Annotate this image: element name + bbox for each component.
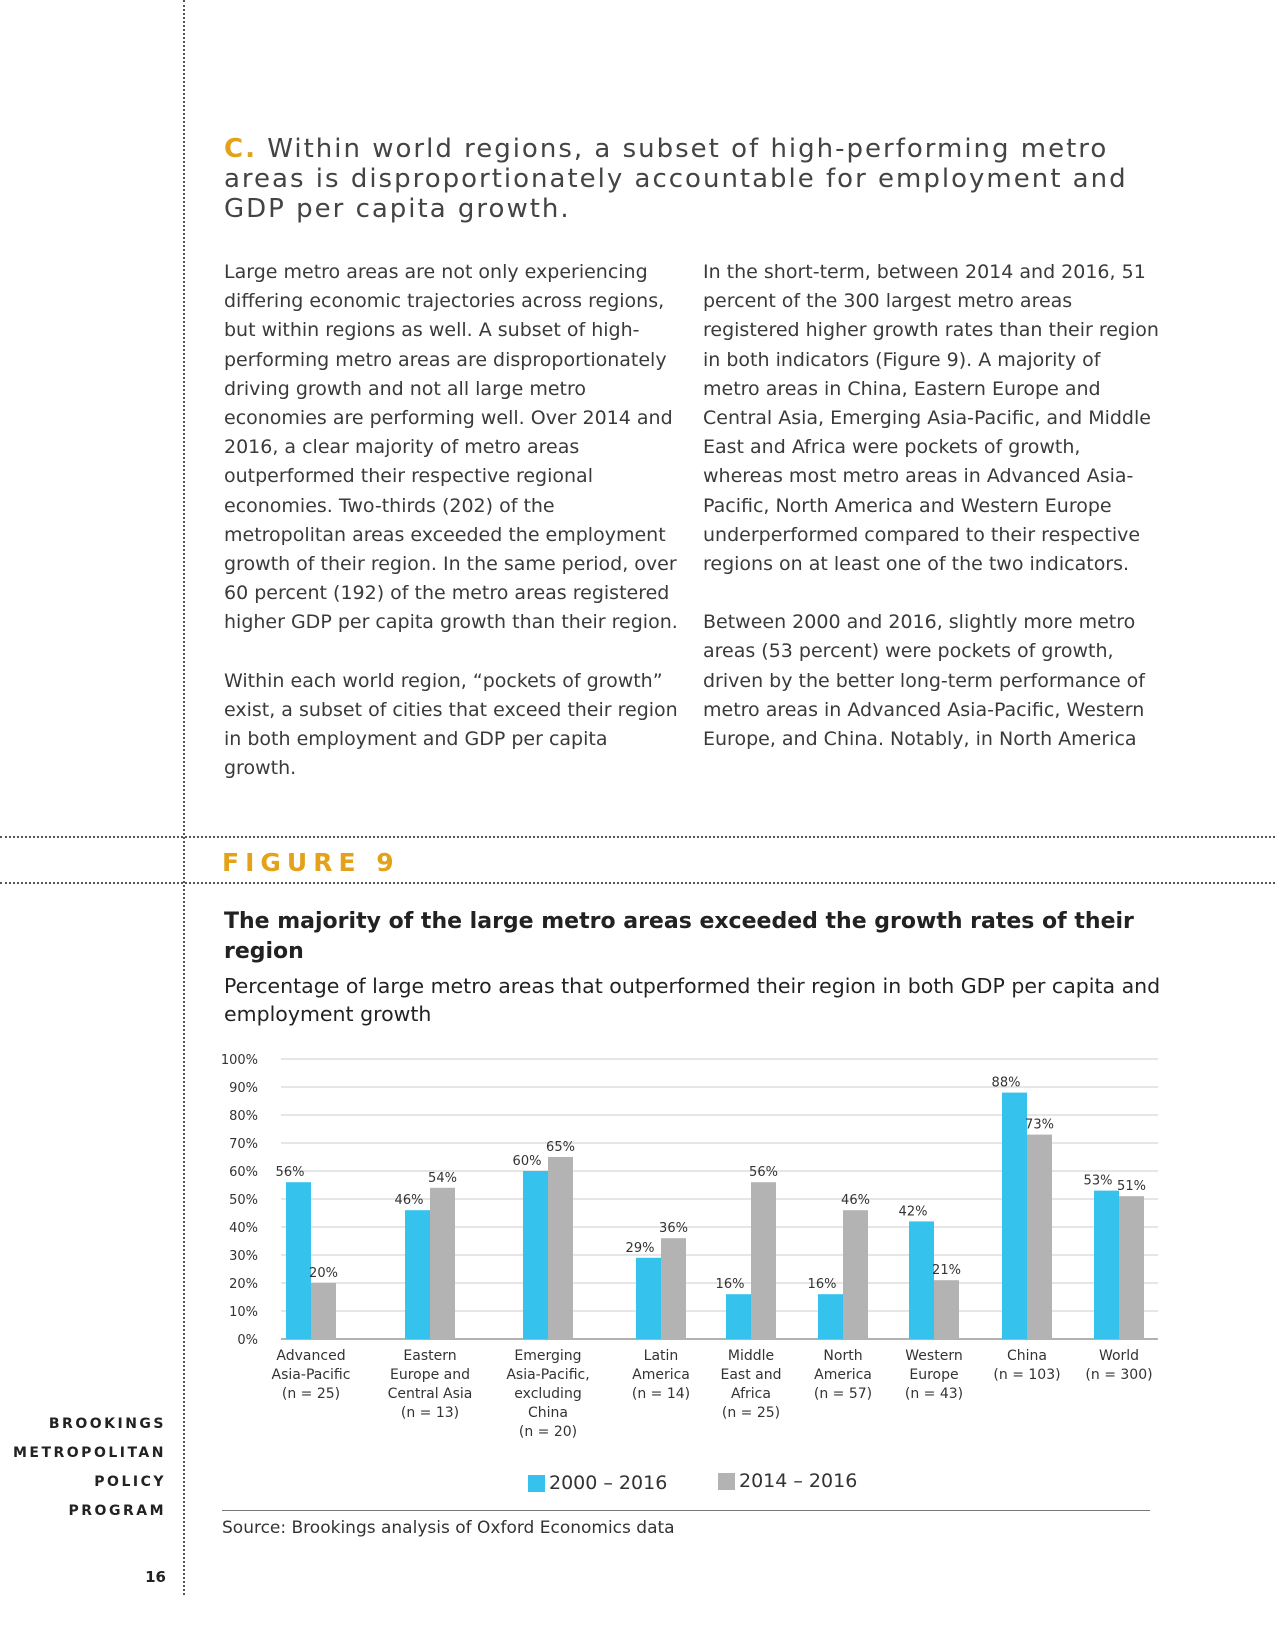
y-tick-label: 60% bbox=[229, 1165, 258, 1180]
y-tick-label: 80% bbox=[229, 1109, 258, 1124]
x-tick-label: Emerging bbox=[514, 1348, 582, 1364]
bar bbox=[430, 1188, 455, 1339]
y-tick-label: 30% bbox=[229, 1249, 258, 1264]
section-heading-text: Within world regions, a subset of high-performing metro areas is disproportionately accountable for employment and GDP per capita growth. bbox=[224, 134, 1128, 224]
x-tick-label: Asia-Pacific bbox=[271, 1367, 351, 1383]
figure-source: Source: Brookings analysis of Oxford Economics data bbox=[222, 1518, 675, 1538]
legend-swatch bbox=[718, 1473, 735, 1490]
sidebar-brand-line: PROGRAM bbox=[68, 1503, 166, 1519]
bar bbox=[311, 1283, 336, 1339]
x-tick-label: excluding bbox=[514, 1386, 582, 1402]
legend-label: 2014 – 2016 bbox=[739, 1470, 858, 1492]
x-tick-label: Asia-Pacific, bbox=[506, 1367, 590, 1383]
x-tick-label: (n = 20) bbox=[518, 1424, 578, 1440]
legend-swatch bbox=[528, 1475, 545, 1492]
data-label: 42% bbox=[898, 1204, 928, 1220]
x-tick-label: Europe and bbox=[389, 1367, 471, 1383]
data-label: 16% bbox=[807, 1277, 837, 1293]
y-tick-label: 50% bbox=[229, 1193, 258, 1208]
x-tick-label: (n = 57) bbox=[813, 1386, 873, 1402]
bar bbox=[751, 1182, 776, 1339]
x-tick-label: Europe bbox=[909, 1367, 959, 1383]
x-tick-label: (n = 43) bbox=[904, 1386, 964, 1402]
x-tick-label: (n = 13) bbox=[400, 1405, 460, 1421]
x-tick-label: China bbox=[528, 1405, 568, 1421]
x-tick-label: Latin bbox=[643, 1348, 679, 1364]
x-tick-label: (n = 25) bbox=[281, 1386, 341, 1402]
bar bbox=[726, 1294, 751, 1339]
data-label: 20% bbox=[309, 1266, 338, 1281]
data-label: 46% bbox=[394, 1193, 424, 1209]
x-tick-label: America bbox=[814, 1367, 872, 1383]
data-label: 51% bbox=[1117, 1179, 1146, 1195]
x-tick-label: Central Asia bbox=[387, 1386, 473, 1402]
body-paragraph: Large metro areas are not only experiencing differing economic trajectories across regions, but within regions as well. A subset of high-performing metro areas are disproportionately driving growth and not all large metro economies are performing well. Over 2014 and 2016, a clear majority of metro areas outperformed their respective regional economies. Two-thirds (202) of the metropolitan areas exceeded the employment growth of their region. In the same period, over 60 percent (192) of the metro areas registered higher GDP per capita growth than their region. bbox=[224, 261, 678, 634]
body-paragraph: Within each world region, “pockets of growth” exist, a subset of cities that exceed their region in both employment and GDP per capita growth. bbox=[224, 669, 678, 780]
data-label: 65% bbox=[546, 1140, 575, 1155]
x-tick-label: World bbox=[1098, 1348, 1140, 1364]
sidebar-brand-line: POLICY bbox=[94, 1474, 166, 1490]
x-tick-label: Eastern bbox=[403, 1348, 457, 1364]
legend-item-2014-2016 bbox=[718, 1470, 857, 1492]
page-number: 16 bbox=[145, 1568, 166, 1586]
y-tick-label: 20% bbox=[229, 1277, 258, 1292]
bar bbox=[1094, 1191, 1119, 1339]
data-label: 54% bbox=[428, 1170, 457, 1186]
bar bbox=[1119, 1196, 1144, 1339]
bar bbox=[843, 1210, 868, 1339]
bar bbox=[1002, 1093, 1027, 1339]
x-tick-label: North bbox=[823, 1348, 863, 1364]
data-label: 56% bbox=[275, 1165, 305, 1181]
x-tick-label: Western bbox=[905, 1348, 963, 1364]
y-tick-label: 0% bbox=[237, 1333, 258, 1348]
bar bbox=[934, 1280, 959, 1339]
body-paragraph: Between 2000 and 2016, slightly more metro areas (53 percent) were pockets of growth, driven by the better long-term performance of metro areas in Advanced Asia-Pacific, Western Europe, and China. Notably, in North America bbox=[703, 611, 1145, 751]
y-tick-label: 10% bbox=[229, 1305, 258, 1320]
bar bbox=[286, 1182, 311, 1339]
data-label: 53% bbox=[1083, 1173, 1113, 1189]
x-tick-label: Middle bbox=[727, 1348, 775, 1364]
x-tick-label: Advanced bbox=[276, 1348, 346, 1364]
section-letter: C. bbox=[224, 134, 257, 164]
y-tick-label: 100% bbox=[220, 1053, 258, 1068]
x-tick-label: (n = 300) bbox=[1085, 1367, 1153, 1383]
figure-subtitle: Percentage of large metro areas that outperformed their region in both GDP per capita and employment growth bbox=[224, 974, 1161, 1026]
x-tick-label: China bbox=[1007, 1348, 1047, 1364]
bar bbox=[548, 1157, 573, 1339]
source-rule bbox=[222, 1510, 1150, 1511]
data-label: 29% bbox=[625, 1240, 655, 1256]
bar bbox=[405, 1210, 430, 1339]
bar bbox=[818, 1294, 843, 1339]
bar bbox=[523, 1171, 548, 1339]
x-tick-label: (n = 14) bbox=[631, 1386, 691, 1402]
sidebar-brand-line: METROPOLITAN bbox=[12, 1445, 166, 1461]
data-label: 46% bbox=[841, 1193, 870, 1209]
body-paragraph: In the short-term, between 2014 and 2016, 51 percent of the 300 largest metro areas registered higher growth rates than their region in both indicators (Figure 9). A majority of metro areas in China, Eastern Europe and Central Asia, Emerging Asia-Pacific, and Middle East and Africa were pockets of growth, whereas most metro areas in Advanced Asia-Pacific, North America and Western Europe underperformed compared to their respective regions on at least one of the two indicators. bbox=[703, 261, 1159, 576]
bar bbox=[661, 1238, 686, 1339]
x-tick-label: (n = 25) bbox=[721, 1405, 781, 1421]
figure-label: FIGURE 9 bbox=[222, 848, 400, 877]
x-tick-label: Africa bbox=[731, 1386, 771, 1402]
y-tick-label: 40% bbox=[229, 1221, 258, 1236]
data-label: 73% bbox=[1025, 1117, 1054, 1133]
y-tick-label: 70% bbox=[229, 1137, 258, 1152]
bar bbox=[909, 1221, 934, 1339]
bar bbox=[1027, 1135, 1052, 1339]
data-label: 21% bbox=[932, 1263, 961, 1279]
data-label: 36% bbox=[659, 1221, 688, 1237]
y-tick-label: 90% bbox=[229, 1081, 258, 1096]
bar bbox=[636, 1258, 661, 1339]
data-label: 60% bbox=[512, 1154, 542, 1169]
data-label: 16% bbox=[715, 1277, 745, 1293]
data-label: 56% bbox=[749, 1165, 778, 1181]
x-tick-label: (n = 103) bbox=[993, 1367, 1061, 1383]
x-tick-label: East and bbox=[720, 1367, 782, 1383]
data-label: 88% bbox=[991, 1075, 1021, 1091]
x-tick-label: America bbox=[632, 1367, 690, 1383]
legend-label: 2000 – 2016 bbox=[549, 1472, 668, 1494]
figure-title: The majority of the large metro areas exceeded the growth rates of their region bbox=[224, 909, 1134, 964]
legend-item-2000-2016 bbox=[528, 1472, 667, 1494]
sidebar-brand-line: BROOKINGS bbox=[48, 1416, 166, 1432]
